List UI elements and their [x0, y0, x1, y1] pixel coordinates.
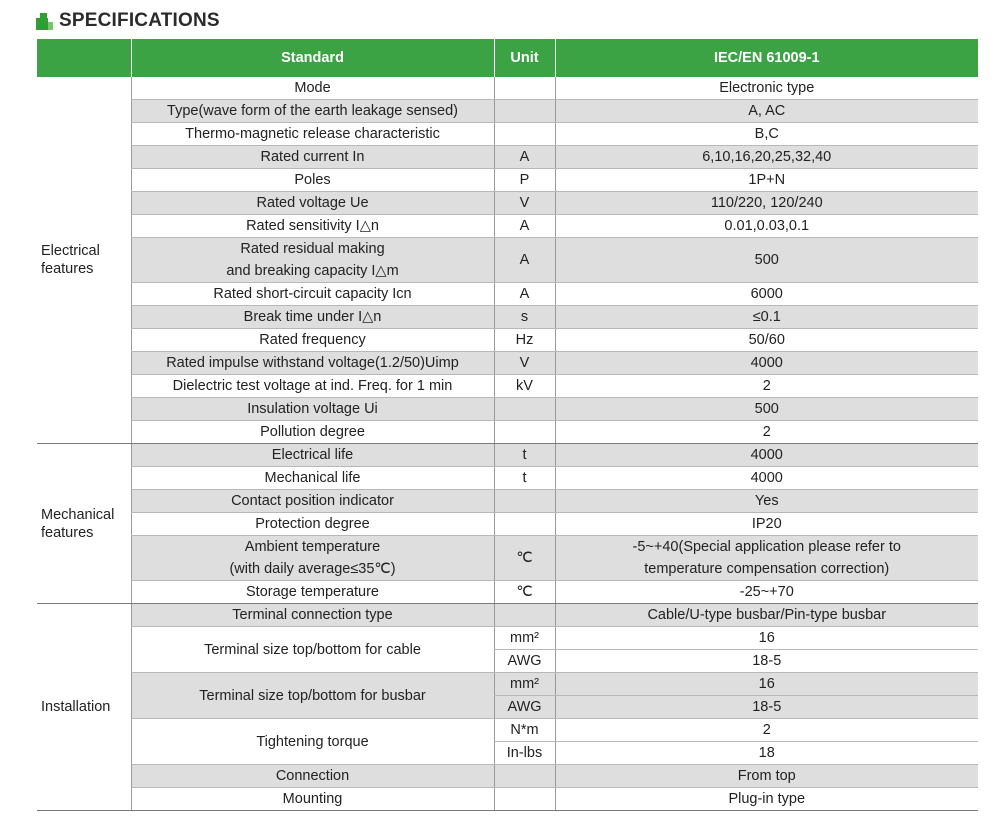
- table-row: [37, 329, 978, 352]
- row-label: Rated short-circuit capacity Icn: [131, 283, 494, 306]
- row-unit: [494, 765, 555, 788]
- row-unit: V: [494, 352, 555, 375]
- row-value: 500: [555, 398, 978, 421]
- row-label: Rated impulse withstand voltage(1.2/50)Uimp: [131, 352, 494, 375]
- row-value: B,C: [555, 123, 978, 146]
- row-value: 1P+N: [555, 169, 978, 192]
- row-label: Rated frequency: [131, 329, 494, 352]
- row-value: 500: [555, 238, 978, 283]
- row-label: Dielectric test voltage at ind. Freq. for 1 min: [131, 375, 494, 398]
- table-row: [37, 513, 978, 536]
- table-row: [37, 192, 978, 215]
- row-unit: t: [494, 467, 555, 490]
- row-value: 18-5: [555, 650, 978, 673]
- row-value: Yes: [555, 490, 978, 513]
- header-unit: Unit: [494, 39, 555, 77]
- row-unit: In-lbs: [494, 742, 555, 765]
- row-label: Rated sensitivity I△n: [131, 215, 494, 238]
- row-unit: A: [494, 238, 555, 283]
- group-installation: Installation: [37, 604, 131, 811]
- row-unit: [494, 788, 555, 811]
- row-label: Tightening torque: [131, 719, 494, 765]
- row-label: Poles: [131, 169, 494, 192]
- table-row: [37, 77, 978, 100]
- row-label: Break time under I△n: [131, 306, 494, 329]
- row-unit: AWG: [494, 696, 555, 719]
- table-row: [37, 536, 978, 581]
- table-row: [37, 467, 978, 490]
- row-value: A, AC: [555, 100, 978, 123]
- row-value: 110/220, 120/240: [555, 192, 978, 215]
- row-value: 2: [555, 421, 978, 444]
- row-label: Storage temperature: [131, 581, 494, 604]
- row-unit: Hz: [494, 329, 555, 352]
- row-label: Ambient temperature (with daily average≤35℃): [131, 536, 494, 581]
- row-value: IP20: [555, 513, 978, 536]
- row-unit: ℃: [494, 536, 555, 581]
- section-title: SPECIFICATIONS: [59, 10, 220, 31]
- row-unit: [494, 77, 555, 100]
- row-unit: A: [494, 146, 555, 169]
- section-heading: [36, 9, 220, 33]
- row-label: Mode: [131, 77, 494, 100]
- group-mechanical-features: Mechanical features: [37, 444, 131, 604]
- row-label: Connection: [131, 765, 494, 788]
- header-gutter: [37, 39, 131, 77]
- row-value: Electronic type: [555, 77, 978, 100]
- table-row: [37, 581, 978, 604]
- row-unit: A: [494, 215, 555, 238]
- table-row: [37, 169, 978, 192]
- green-square-icon: [36, 13, 53, 30]
- row-value: ≤0.1: [555, 306, 978, 329]
- row-label: Thermo-magnetic release characteristic: [131, 123, 494, 146]
- row-unit: [494, 421, 555, 444]
- table-row: [37, 627, 978, 650]
- row-unit: kV: [494, 375, 555, 398]
- row-unit: mm²: [494, 627, 555, 650]
- table-row: [37, 352, 978, 375]
- row-label: Pollution degree: [131, 421, 494, 444]
- table-row: [37, 146, 978, 169]
- row-value: 6,10,16,20,25,32,40: [555, 146, 978, 169]
- row-unit: [494, 490, 555, 513]
- row-unit: [494, 398, 555, 421]
- table-row: [37, 238, 978, 283]
- row-label: Mounting: [131, 788, 494, 811]
- row-value: 2: [555, 375, 978, 398]
- table-row: [37, 215, 978, 238]
- table-row: [37, 421, 978, 444]
- row-unit: [494, 123, 555, 146]
- row-unit: t: [494, 444, 555, 467]
- row-value: 4000: [555, 444, 978, 467]
- row-value: 4000: [555, 467, 978, 490]
- row-value: -25~+70: [555, 581, 978, 604]
- row-label: Mechanical life: [131, 467, 494, 490]
- row-label: Protection degree: [131, 513, 494, 536]
- header-value: IEC/EN 61009-1: [555, 39, 978, 77]
- row-unit: [494, 513, 555, 536]
- row-label: Type(wave form of the earth leakage sensed): [131, 100, 494, 123]
- row-value: 0.01,0.03,0.1: [555, 215, 978, 238]
- row-value: 18: [555, 742, 978, 765]
- row-value: From top: [555, 765, 978, 788]
- table-row: [37, 398, 978, 421]
- row-value: Plug-in type: [555, 788, 978, 811]
- table-row: [37, 283, 978, 306]
- table-row: [37, 604, 978, 627]
- row-unit: mm²: [494, 673, 555, 696]
- table-row: [37, 306, 978, 329]
- row-value: 16: [555, 673, 978, 696]
- row-unit: P: [494, 169, 555, 192]
- row-label: Contact position indicator: [131, 490, 494, 513]
- row-unit: s: [494, 306, 555, 329]
- row-value: 50/60: [555, 329, 978, 352]
- specifications-table: [37, 39, 978, 811]
- table-row: [37, 100, 978, 123]
- row-value: 18-5: [555, 696, 978, 719]
- table-row: [37, 490, 978, 513]
- row-label: Terminal connection type: [131, 604, 494, 627]
- row-unit: [494, 100, 555, 123]
- row-label: Rated residual making and breaking capacity I△m: [131, 238, 494, 283]
- row-value: 6000: [555, 283, 978, 306]
- table-header-row: [37, 39, 978, 77]
- header-standard: Standard: [131, 39, 494, 77]
- row-label: Electrical life: [131, 444, 494, 467]
- table-row: [37, 375, 978, 398]
- row-value: -5~+40(Special application please refer to temperature compensation correction): [555, 536, 978, 581]
- row-label: Rated voltage Ue: [131, 192, 494, 215]
- row-label: Terminal size top/bottom for cable: [131, 627, 494, 673]
- table-row: [37, 444, 978, 467]
- table-row: [37, 123, 978, 146]
- table-row: [37, 673, 978, 696]
- row-unit: N*m: [494, 719, 555, 742]
- row-unit: V: [494, 192, 555, 215]
- table-row: [37, 765, 978, 788]
- row-unit: ℃: [494, 581, 555, 604]
- group-electrical-features: Electrical features: [37, 77, 131, 444]
- row-value: 4000: [555, 352, 978, 375]
- row-value: Cable/U-type busbar/Pin-type busbar: [555, 604, 978, 627]
- row-value: 2: [555, 719, 978, 742]
- row-label: Terminal size top/bottom for busbar: [131, 673, 494, 719]
- row-label: Insulation voltage Ui: [131, 398, 494, 421]
- table-row: [37, 788, 978, 811]
- row-label: Rated current In: [131, 146, 494, 169]
- table-row: [37, 719, 978, 742]
- row-value: 16: [555, 627, 978, 650]
- row-unit: AWG: [494, 650, 555, 673]
- row-unit: A: [494, 283, 555, 306]
- row-unit: [494, 604, 555, 627]
